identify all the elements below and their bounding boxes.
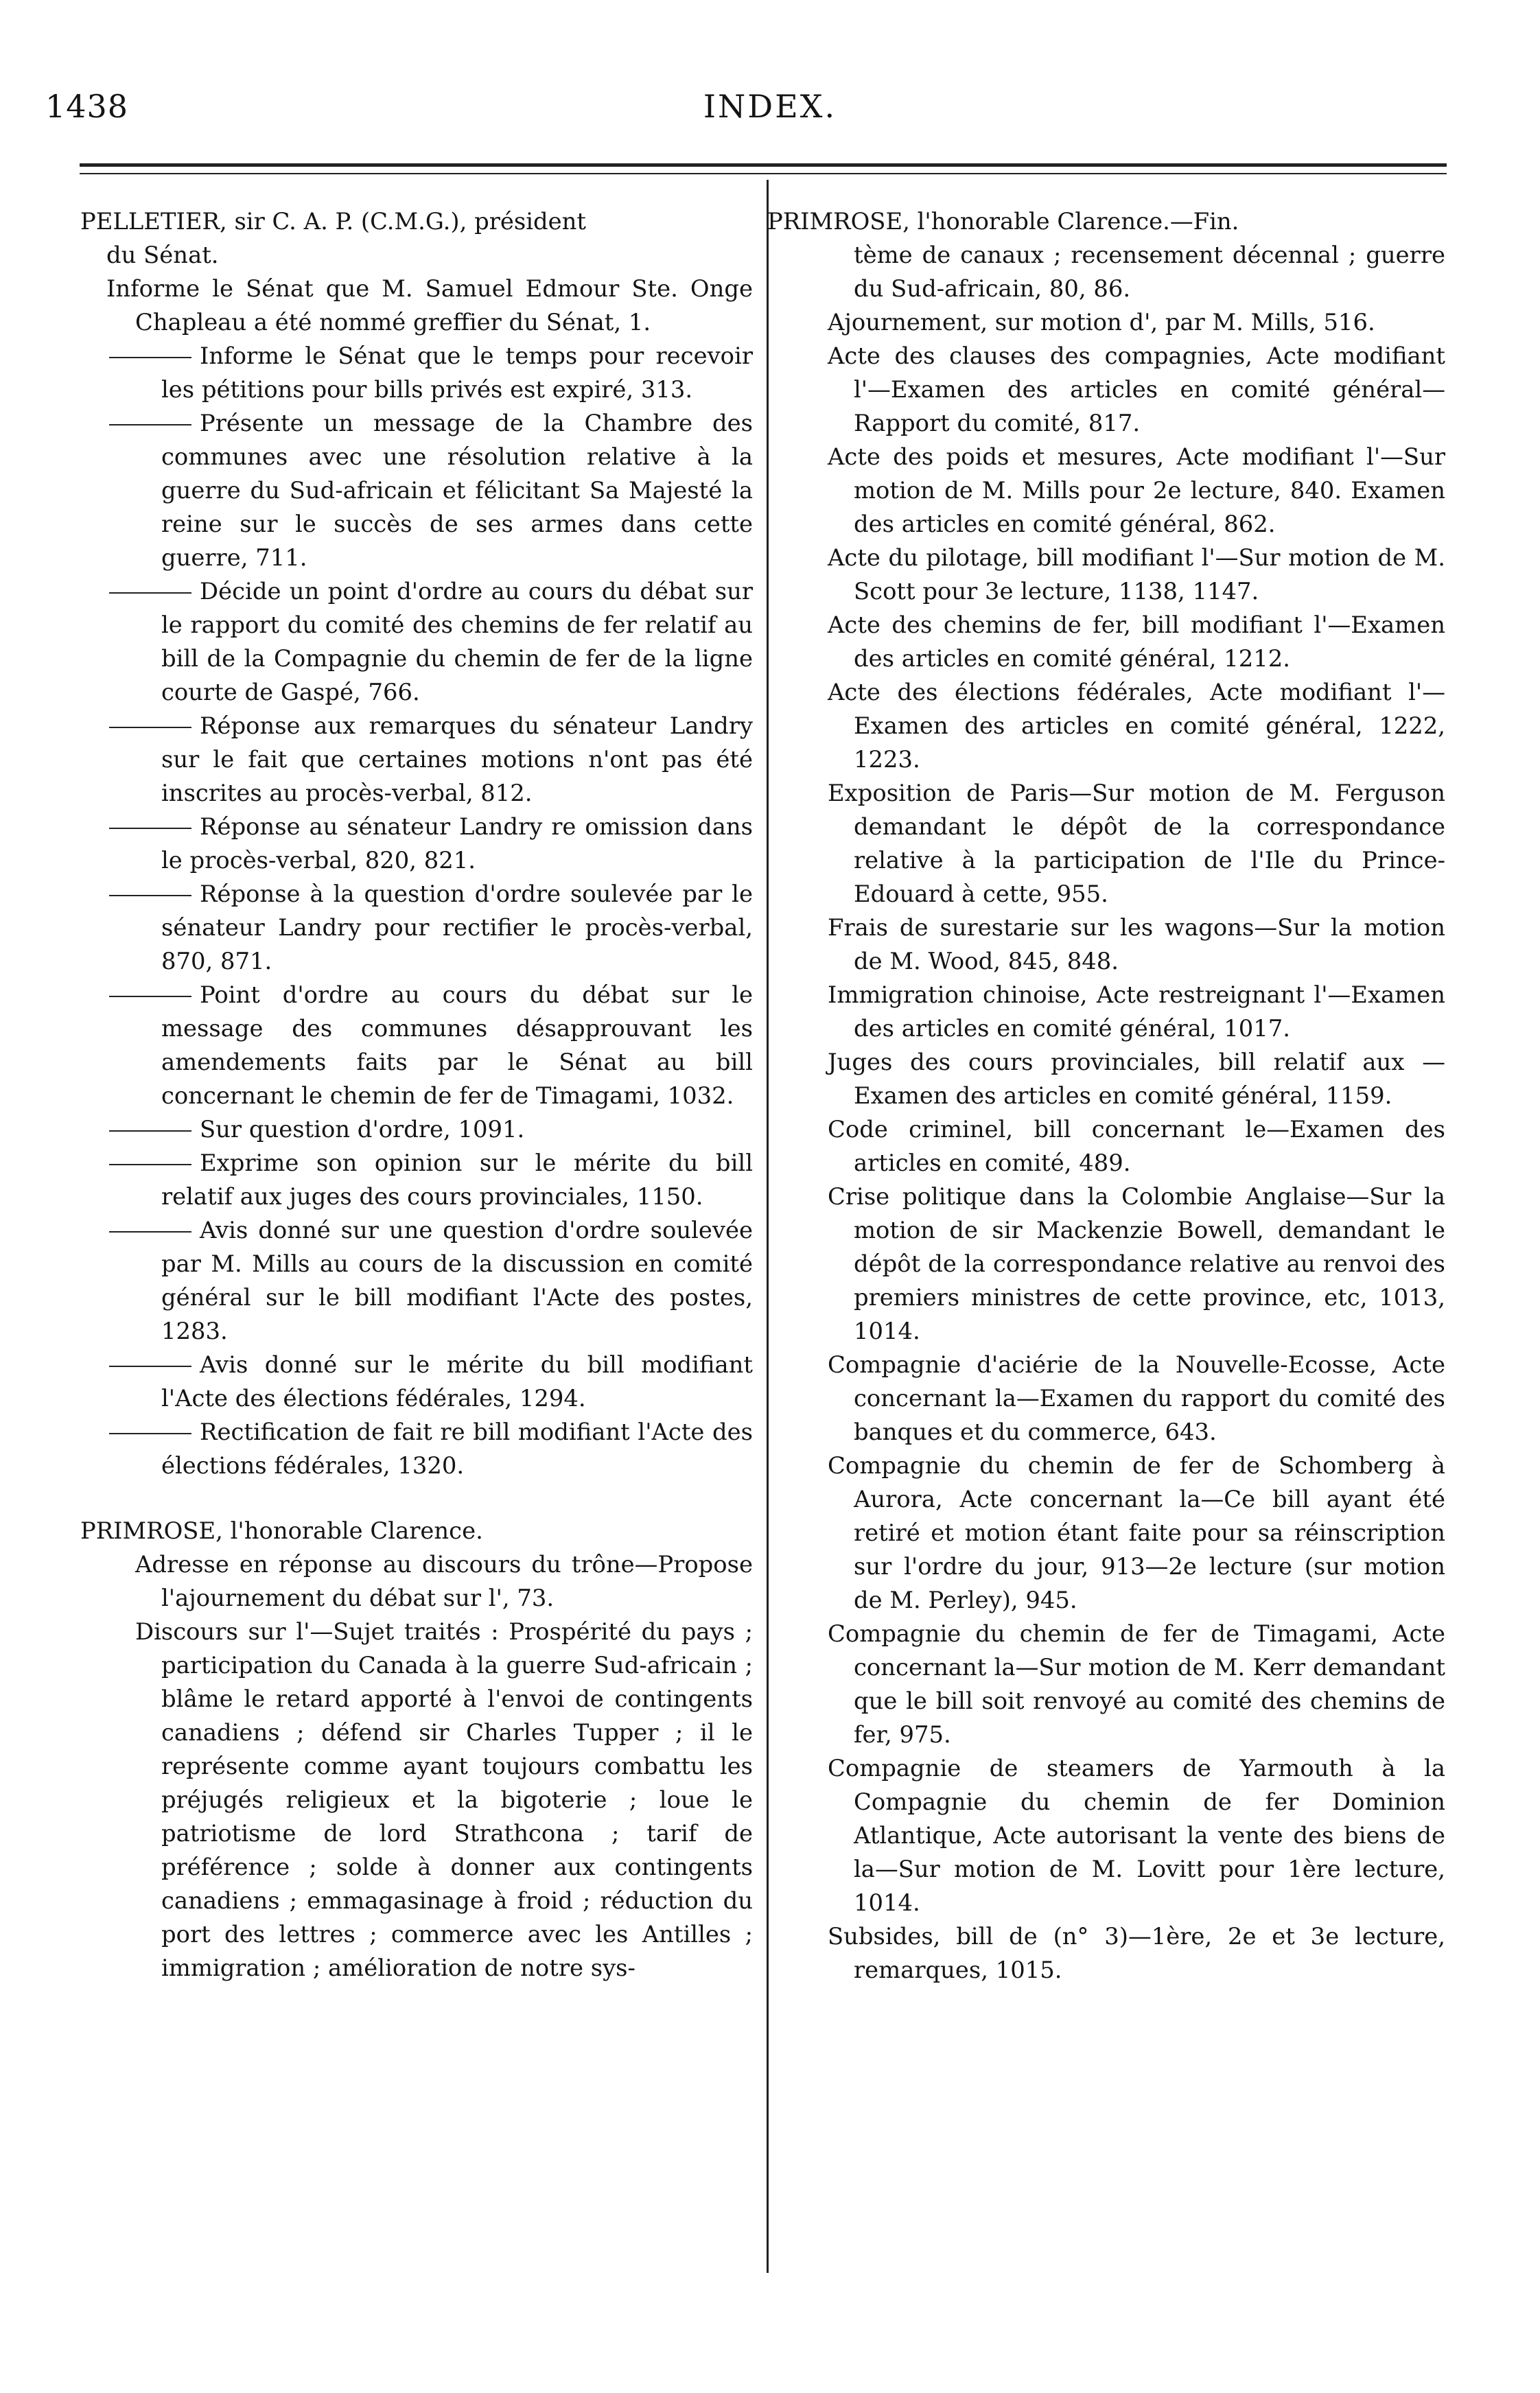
entry-dash	[109, 996, 191, 997]
index-entry-continuation: tème de canaux ; recensement décennal ; guerre du Sud-africain, 80, 86.	[854, 242, 1445, 302]
index-entry: Ajournement, sur motion d', par M. Mills, 516.	[828, 309, 1375, 336]
index-entry: Décide un point d'ordre au cours du débat sur le rapport du comité des chemins de fer relatif au bill de la Compagnie du chemin de fer de la ligne courte de Gaspé, 766.	[80, 574, 753, 709]
index-entry: Exposition de Paris—Sur motion de M. Ferguson demandant le dépôt de la correspondance relative à la participation de l'Ile du Prince-Edouard à cette, 955.	[828, 780, 1445, 907]
index-entry: Réponse aux remarques du sénateur Landry sur le fait que certaines motions n'ont pas été inscrites au procès-verbal, 812.	[80, 709, 753, 810]
entry-dash	[109, 895, 191, 896]
index-entry: Frais de surestarie sur les wagons—Sur la motion de M. Wood, 845, 848.	[828, 914, 1445, 974]
page-title: INDEX.	[703, 88, 837, 125]
entry-dash	[109, 424, 191, 425]
index-entry: Compagnie d'aciérie de la Nouvelle-Ecosse, Acte concernant la—Examen du rapport du comité des banques et du commerce, 643.	[828, 1351, 1445, 1445]
entry-dash	[109, 357, 191, 358]
entry-dash	[109, 1366, 191, 1367]
index-entry: Réponse au sénateur Landry re omission dans le procès-verbal, 820, 821.	[80, 810, 753, 877]
pelletier-heading-cont: du Sénat.	[106, 242, 219, 268]
header-rule-thin	[80, 173, 1447, 174]
index-entry: Adresse en réponse au discours du trône—Propose l'ajournement du débat sur l', 73.	[135, 1551, 753, 1611]
index-entry: Immigration chinoise, Acte restreignant l'—Examen des articles en comité général, 1017.	[828, 981, 1445, 1042]
index-entry: Rectification de fait re bill modifiant l'Acte des élections fédérales, 1320.	[80, 1415, 753, 1482]
index-entry: Compagnie du chemin de fer de Timagami, Acte concernant la—Sur motion de M. Kerr demandant que le bill soit renvoyé au comité des chemins de fer, 975.	[828, 1620, 1445, 1748]
index-entry: Crise politique dans la Colombie Anglaise—Sur la motion de sir Mackenzie Bowell, demandant le dépôt de la correspondance relative au renvoi des premiers ministres de cette province, etc, 1013, 1014.	[828, 1183, 1445, 1344]
index-entry: Informe le Sénat que M. Samuel Edmour Ste. Onge Chapleau a été nommé greffier du Sénat, 1.	[106, 275, 753, 336]
entry-dash	[109, 727, 191, 728]
index-entry: Juges des cours provinciales, bill relatif aux —Examen des articles en comité général, 1159.	[828, 1049, 1445, 1109]
index-entry: Réponse à la question d'ordre soulevée par le sénateur Landry pour rectifier le procès-verbal, 870, 871.	[80, 877, 753, 978]
entry-dash	[109, 1130, 191, 1132]
index-entry: Compagnie de steamers de Yarmouth à la Compagnie du chemin de fer Dominion Atlantique, Acte autorisant la vente des biens de la—Sur motion de M. Lovitt pour 1ère lecture, 1014.	[828, 1755, 1445, 1916]
entry-dash	[109, 1231, 191, 1233]
index-entry: Informe le Sénat que le temps pour recevoir les pétitions pour bills privés est expiré, 313.	[80, 339, 753, 406]
index-entry: Avis donné sur le mérite du bill modifiant l'Acte des élections fédérales, 1294.	[80, 1348, 753, 1415]
entry-dash	[109, 1164, 191, 1165]
entry-dash	[109, 828, 191, 829]
primrose-continued-heading: PRIMROSE, l'honorable Clarence.—Fin.	[767, 208, 1239, 235]
page-number: 1438	[45, 88, 129, 125]
header-rule-thick	[80, 163, 1447, 167]
left-column	[80, 205, 753, 1985]
index-entry: Acte des clauses des compagnies, Acte modifiant l'—Examen des articles en comité général—Rapport du comité, 817.	[828, 342, 1445, 436]
index-entry: Acte des élections fédérales, Acte modifiant l'—Examen des articles en comité général, 1222, 1223.	[828, 679, 1445, 773]
index-entry: Compagnie du chemin de fer de Schomberg à Aurora, Acte concernant la—Ce bill ayant été retiré et motion étant faite pour sa réinscription sur l'ordre du jour, 913—2e lecture (sur motion de M. Perley), 945.	[828, 1452, 1445, 1613]
index-entry: Exprime son opinion sur le mérite du bill relatif aux juges des cours provinciales, 1150.	[80, 1146, 753, 1213]
right-column	[767, 205, 1445, 1987]
entry-dash	[109, 592, 191, 594]
index-entry: Avis donné sur une question d'ordre soulevée par M. Mills au cours de la discussion en comité général sur le bill modifiant l'Acte des postes, 1283.	[80, 1213, 753, 1348]
index-entry: Présente un message de la Chambre des communes avec une résolution relative à la guerre du Sud-africain et félicitant Sa Majesté la reine sur le succès de ses armes dans cette guerre, 711.	[80, 406, 753, 574]
column-divider	[767, 180, 769, 2273]
index-entry: Acte des poids et mesures, Acte modifiant l'—Sur motion de M. Mills pour 2e lecture, 840. Examen des articles en comité général, 862.	[828, 443, 1445, 537]
index-entry: Code criminel, bill concernant le—Examen des articles en comité, 489.	[828, 1116, 1445, 1176]
index-entry: Sur question d'ordre, 1091.	[80, 1112, 753, 1146]
index-entry: Subsides, bill de (n° 3)—1ère, 2e et 3e lecture, remarques, 1015.	[828, 1923, 1445, 1983]
index-entry: Discours sur l'—Sujet traités : Prospérité du pays ; participation du Canada à la guerre Sud-africain ; blâme le retard apporté à l'envoi de contingents canadiens ; défend sir Charles Tupper ; il le représente comme ayant toujours combattu les préjugés religieux et la bigoterie ; loue le patriotisme de lord Strathcona ; tarif de préférence ; solde à donner aux contingents canadiens ; emmagasinage à froid ; réduction du port des lettres ; commerce avec les Antilles ; immigration ; amélioration de notre sys-	[135, 1618, 753, 1981]
index-entry: Point d'ordre au cours du débat sur le message des communes désapprouvant les amendements faits par le Sénat au bill concernant le chemin de fer de Timagami, 1032.	[80, 978, 753, 1112]
primrose-heading: PRIMROSE, l'honorable Clarence.	[80, 1517, 483, 1544]
pelletier-heading: PELLETIER, sir C. A. P. (C.M.G.), président	[80, 208, 586, 235]
index-entry: Acte du pilotage, bill modifiant l'—Sur motion de M. Scott pour 3e lecture, 1138, 1147.	[828, 544, 1445, 605]
entry-dash	[109, 1433, 191, 1434]
index-entry: Acte des chemins de fer, bill modifiant l'—Examen des articles en comité général, 1212.	[828, 611, 1445, 672]
